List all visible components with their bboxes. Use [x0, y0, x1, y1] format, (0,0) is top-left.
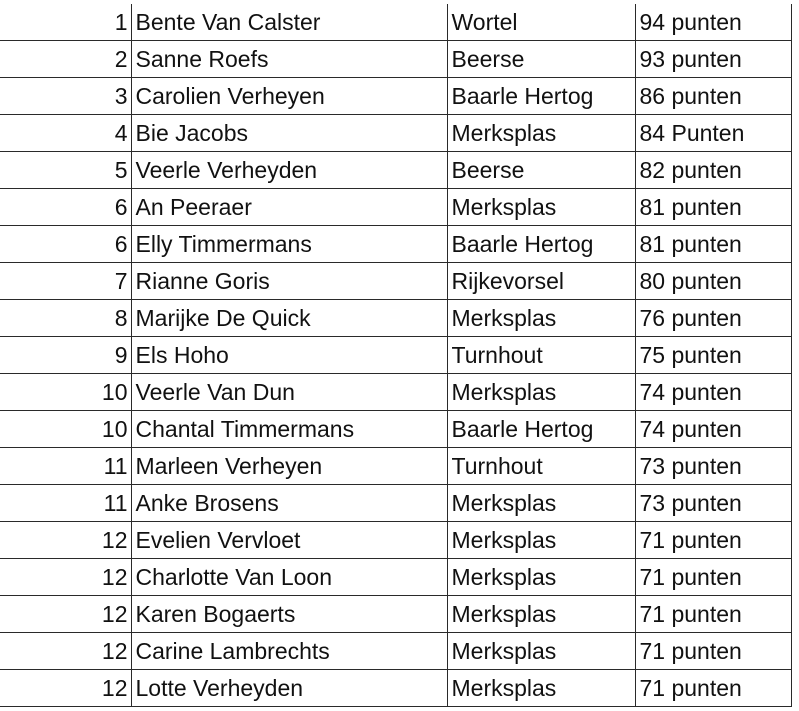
table-row	[0, 4, 791, 41]
name-cell[interactable]: Veerle Verheyden	[131, 152, 447, 189]
table-row	[0, 596, 791, 633]
score-cell[interactable]: 74 punten	[635, 374, 791, 411]
rank-cell[interactable]: 3	[0, 78, 131, 115]
table-row	[0, 263, 791, 300]
place-cell[interactable]: Merksplas	[447, 485, 635, 522]
ranking-table-body	[0, 4, 791, 707]
place-cell[interactable]: Merksplas	[447, 115, 635, 152]
name-cell[interactable]: Chantal Timmermans	[131, 411, 447, 448]
table-row	[0, 226, 791, 263]
table-row	[0, 448, 791, 485]
name-cell[interactable]: Marijke De Quick	[131, 300, 447, 337]
place-cell[interactable]: Baarle Hertog	[447, 226, 635, 263]
score-cell[interactable]: 71 punten	[635, 559, 791, 596]
rank-cell[interactable]: 12	[0, 596, 131, 633]
place-cell[interactable]: Merksplas	[447, 374, 635, 411]
table-row	[0, 485, 791, 522]
name-cell[interactable]: Bente Van Calster	[131, 4, 447, 41]
score-cell[interactable]: 71 punten	[635, 633, 791, 670]
score-cell[interactable]: 75 punten	[635, 337, 791, 374]
score-cell[interactable]: 81 punten	[635, 189, 791, 226]
place-cell[interactable]: Merksplas	[447, 300, 635, 337]
rank-cell[interactable]: 11	[0, 448, 131, 485]
place-cell[interactable]: Merksplas	[447, 522, 635, 559]
rank-cell[interactable]: 6	[0, 226, 131, 263]
name-cell[interactable]: Karen Bogaerts	[131, 596, 447, 633]
score-cell[interactable]: 81 punten	[635, 226, 791, 263]
rank-cell[interactable]: 5	[0, 152, 131, 189]
score-cell[interactable]: 94 punten	[635, 4, 791, 41]
name-cell[interactable]: Bie Jacobs	[131, 115, 447, 152]
rank-cell[interactable]: 11	[0, 485, 131, 522]
place-cell[interactable]: Beerse	[447, 41, 635, 78]
rank-cell[interactable]: 12	[0, 522, 131, 559]
score-cell[interactable]: 86 punten	[635, 78, 791, 115]
table-row	[0, 633, 791, 670]
score-cell[interactable]: 84 Punten	[635, 115, 791, 152]
rank-cell[interactable]: 10	[0, 374, 131, 411]
rank-cell[interactable]: 4	[0, 115, 131, 152]
rank-cell[interactable]: 1	[0, 4, 131, 41]
place-cell[interactable]: Rijkevorsel	[447, 263, 635, 300]
table-row	[0, 300, 791, 337]
rank-cell[interactable]: 12	[0, 559, 131, 596]
place-cell[interactable]: Merksplas	[447, 596, 635, 633]
score-cell[interactable]: 76 punten	[635, 300, 791, 337]
name-cell[interactable]: Evelien Vervloet	[131, 522, 447, 559]
table-row	[0, 189, 791, 226]
place-cell[interactable]: Baarle Hertog	[447, 411, 635, 448]
place-cell[interactable]: Turnhout	[447, 448, 635, 485]
score-cell[interactable]: 73 punten	[635, 485, 791, 522]
name-cell[interactable]: An Peeraer	[131, 189, 447, 226]
rank-cell[interactable]: 12	[0, 633, 131, 670]
table-row	[0, 78, 791, 115]
table-row	[0, 337, 791, 374]
name-cell[interactable]: Rianne Goris	[131, 263, 447, 300]
rank-cell[interactable]: 7	[0, 263, 131, 300]
place-cell[interactable]: Merksplas	[447, 189, 635, 226]
table-row	[0, 670, 791, 707]
score-cell[interactable]: 73 punten	[635, 448, 791, 485]
rank-cell[interactable]: 10	[0, 411, 131, 448]
name-cell[interactable]: Carine Lambrechts	[131, 633, 447, 670]
table-row	[0, 115, 791, 152]
place-cell[interactable]: Turnhout	[447, 337, 635, 374]
name-cell[interactable]: Carolien Verheyen	[131, 78, 447, 115]
rank-cell[interactable]: 2	[0, 41, 131, 78]
score-cell[interactable]: 71 punten	[635, 670, 791, 707]
place-cell[interactable]: Baarle Hertog	[447, 78, 635, 115]
name-cell[interactable]: Anke Brosens	[131, 485, 447, 522]
name-cell[interactable]: Sanne Roefs	[131, 41, 447, 78]
place-cell[interactable]: Merksplas	[447, 559, 635, 596]
name-cell[interactable]: Elly Timmermans	[131, 226, 447, 263]
place-cell[interactable]: Beerse	[447, 152, 635, 189]
rank-cell[interactable]: 12	[0, 670, 131, 707]
rank-cell[interactable]: 9	[0, 337, 131, 374]
name-cell[interactable]: Veerle Van Dun	[131, 374, 447, 411]
place-cell[interactable]: Merksplas	[447, 633, 635, 670]
score-cell[interactable]: 93 punten	[635, 41, 791, 78]
ranking-table	[0, 4, 792, 707]
score-cell[interactable]: 71 punten	[635, 596, 791, 633]
rank-cell[interactable]: 6	[0, 189, 131, 226]
table-row	[0, 374, 791, 411]
name-cell[interactable]: Charlotte Van Loon	[131, 559, 447, 596]
name-cell[interactable]: Lotte Verheyden	[131, 670, 447, 707]
table-row	[0, 411, 791, 448]
score-cell[interactable]: 71 punten	[635, 522, 791, 559]
name-cell[interactable]: Els Hoho	[131, 337, 447, 374]
table-row	[0, 41, 791, 78]
score-cell[interactable]: 80 punten	[635, 263, 791, 300]
place-cell[interactable]: Merksplas	[447, 670, 635, 707]
table-row	[0, 522, 791, 559]
score-cell[interactable]: 82 punten	[635, 152, 791, 189]
place-cell[interactable]: Wortel	[447, 4, 635, 41]
rank-cell[interactable]: 8	[0, 300, 131, 337]
name-cell[interactable]: Marleen Verheyen	[131, 448, 447, 485]
table-row	[0, 559, 791, 596]
score-cell[interactable]: 74 punten	[635, 411, 791, 448]
table-row	[0, 152, 791, 189]
